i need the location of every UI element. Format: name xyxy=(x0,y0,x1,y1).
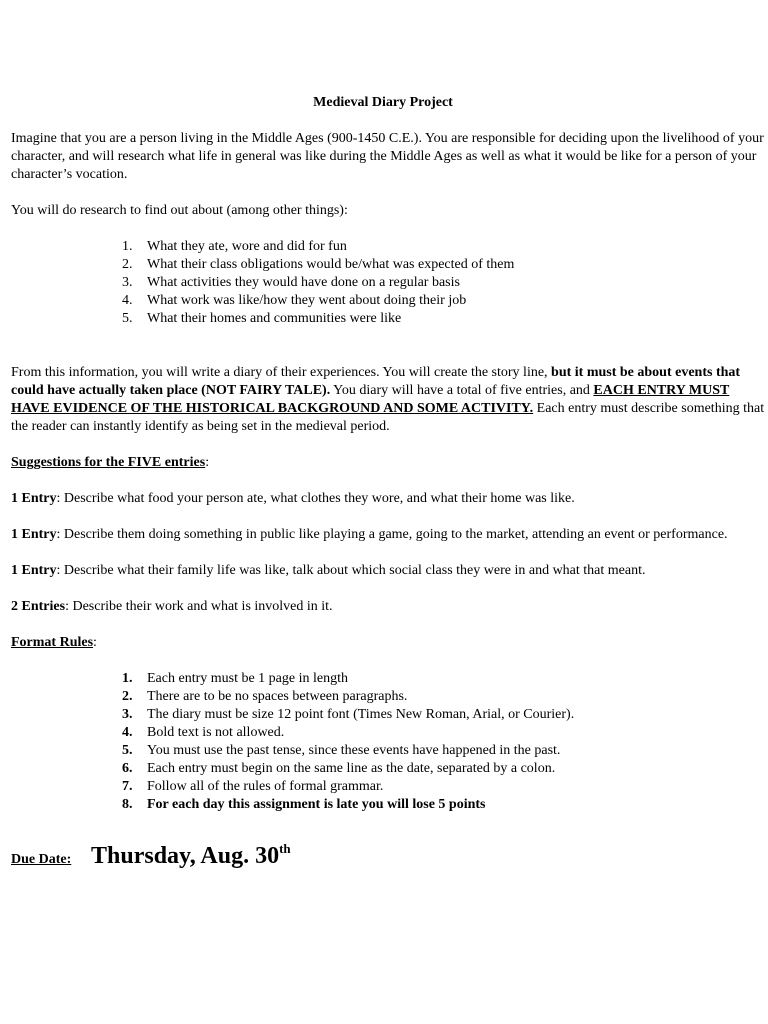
format-heading: Format Rules: xyxy=(11,635,97,650)
entry-text: : Describe what food your person ate, what clothes they wore, and what their home was like. xyxy=(56,491,575,506)
list-item xyxy=(122,310,767,328)
diary-text-1: From this information, you will write a diary of their experiences. You will create the story line, xyxy=(11,365,552,380)
entry-suggestion xyxy=(11,562,767,580)
list-item-text: Follow all of the rules of formal grammar. xyxy=(147,779,384,794)
diary-text-bold: but it must be about events that could have actually taken place (NOT FAIRY TALE). xyxy=(11,365,741,398)
list-item xyxy=(122,274,767,292)
list-number: 3. xyxy=(122,275,133,290)
list-number: 6. xyxy=(122,761,133,776)
diary-text-3: Each entry must describe something that the reader can instantly identify as being set in the medieval period. xyxy=(11,401,765,434)
list-item xyxy=(122,760,767,778)
entry-label: 1 Entry xyxy=(11,563,57,578)
list-number: 5. xyxy=(122,743,133,758)
diary-text-2: You diary will have a total of five entries, and xyxy=(330,383,594,398)
entry-text: : Describe their work and what is involved in it. xyxy=(65,599,333,614)
due-date-label: Due Date: xyxy=(11,852,72,867)
list-number: 1. xyxy=(122,671,133,686)
list-number: 2. xyxy=(122,689,133,704)
list-number: 1. xyxy=(122,239,133,254)
entry-label: 2 Entries xyxy=(11,599,66,614)
diary-paragraph xyxy=(11,364,767,436)
list-item-text: What activities they would have done on a regular basis xyxy=(147,275,460,290)
list-item xyxy=(122,742,767,760)
intro-paragraph: Imagine that you are a person living in the Middle Ages (900-1450 C.E.). You are responsible for deciding upon the livelihood of your character, and will research what life in general was like during the Middle Ages as well as what it would be like for a person of your character’s vocation. xyxy=(11,131,764,182)
research-list xyxy=(11,238,767,328)
list-item-text: There are to be no spaces between paragraphs. xyxy=(147,689,408,704)
list-item-text: What their homes and communities were like xyxy=(147,311,402,326)
entry-text: : Describe them doing something in public like playing a game, going to the market, attending an event or performance. xyxy=(56,527,728,542)
document-page xyxy=(11,94,767,870)
document-title: Medieval Diary Project xyxy=(313,95,453,110)
research-intro: You will do research to find out about (among other things): xyxy=(11,203,348,218)
list-number: 3. xyxy=(122,707,133,722)
list-item-text: What their class obligations would be/what was expected of them xyxy=(147,257,515,272)
entry-suggestion xyxy=(11,526,767,544)
list-item xyxy=(122,256,767,274)
list-number: 4. xyxy=(122,725,133,740)
suggestions-heading: Suggestions for the FIVE entries: xyxy=(11,455,210,470)
list-item-text: Bold text is not allowed. xyxy=(147,725,285,740)
due-date-suffix: th xyxy=(279,841,291,856)
diary-text-emphasis: EACH ENTRY MUST HAVE EVIDENCE OF THE HISTORICAL BACKGROUND AND SOME ACTIVITY. xyxy=(11,383,730,416)
list-number: 8. xyxy=(122,797,133,812)
due-date-value: Thursday, Aug. 30th xyxy=(91,841,291,869)
entry-suggestion xyxy=(11,490,767,508)
list-item-text: Each entry must begin on the same line as the date, separated by a colon. xyxy=(147,761,556,776)
entry-label: 1 Entry xyxy=(11,527,57,542)
list-item xyxy=(122,688,767,706)
list-item-text: What work was like/how they went about doing their job xyxy=(147,293,467,308)
list-item xyxy=(122,292,767,310)
list-number: 4. xyxy=(122,293,133,308)
entry-text: : Describe what their family life was like, talk about which social class they were in and what that meant. xyxy=(56,563,646,578)
list-item xyxy=(122,706,767,724)
list-item xyxy=(122,724,767,742)
list-item-text: For each day this assignment is late you will lose 5 points xyxy=(147,797,486,812)
due-date-line xyxy=(11,842,767,870)
list-number: 7. xyxy=(122,779,133,794)
list-number: 2. xyxy=(122,257,133,272)
list-item xyxy=(122,670,767,688)
list-item xyxy=(122,238,767,256)
list-number: 5. xyxy=(122,311,133,326)
entry-label: 1 Entry xyxy=(11,491,57,506)
format-rules-list xyxy=(11,670,767,814)
list-item xyxy=(122,796,767,814)
list-item xyxy=(122,778,767,796)
list-item-text: You must use the past tense, since these events have happened in the past. xyxy=(147,743,561,758)
list-item-text: Each entry must be 1 page in length xyxy=(147,671,348,686)
entry-suggestion xyxy=(11,598,767,616)
list-item-text: What they ate, wore and did for fun xyxy=(147,239,347,254)
list-item-text: The diary must be size 12 point font (Times New Roman, Arial, or Courier). xyxy=(147,707,575,722)
